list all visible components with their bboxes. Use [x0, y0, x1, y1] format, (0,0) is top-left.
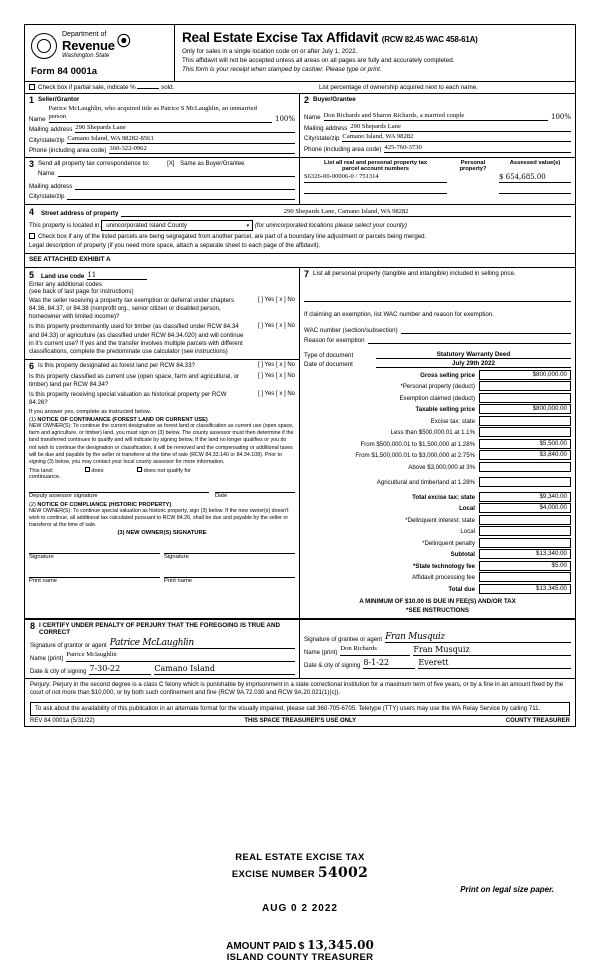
subtotal-label: Subtotal	[450, 551, 475, 559]
buyer-percent[interactable]: 100%	[550, 113, 571, 122]
swirl-icon: ⦿	[116, 33, 131, 49]
tier1-label: Less than $500,000.01 at 1.1%	[390, 429, 475, 437]
question-forest-yes[interactable]: [ ] Yes	[257, 361, 275, 368]
if-answered-note: If you answer yes, complete as instructed below.	[29, 409, 152, 416]
question-forest-land	[29, 362, 295, 371]
question-timber-no[interactable]: [ x ] No	[275, 323, 295, 330]
affidavit-fee-label: Affidavit processing fee	[412, 574, 475, 582]
question-historic-yes[interactable]: [ ] Yes	[257, 390, 275, 397]
total-excise-state-value[interactable]: $9,340.00	[479, 492, 571, 502]
notice1-title: NOTICE OF CONTINUANCE (FOREST LAND OR CURRENT USE)	[37, 417, 208, 424]
table-row	[304, 184, 571, 194]
grantor-print-label: Name (print)	[30, 655, 64, 662]
seller-citystatezip-label: City/state/zip	[29, 136, 65, 144]
seller-phone-value[interactable]: 360-322-0962	[109, 145, 295, 154]
stamp-title-2: EXCISE NUMBER	[231, 869, 315, 880]
total-due-value[interactable]: $13,345.00	[479, 584, 571, 594]
parcel-table-col-personal: Personal property?	[459, 160, 487, 173]
perjury-note: Perjury: Perjury in the second degree is a class C felony which is punishable by imprisonment in a state correctional institution for a maximum term of five years, or by a fine in an amount fixed by the court of not more than $10,000, or by both such confinement and fine (RCW 9A.72.030 and RCW 9A.20.021(1)(c)).	[25, 678, 575, 700]
tier3-value[interactable]: $3,840.00	[479, 450, 571, 460]
reason-exemption-label: Reason for exemption	[304, 337, 365, 345]
buyer-heading: Buyer/Grantee	[313, 96, 356, 104]
state-tech-fee-label: *State technology fee	[413, 562, 475, 570]
grantor-signature-value[interactable]: Patrice McLaughlin	[110, 638, 295, 649]
personal-property-deduct-value[interactable]	[479, 381, 571, 391]
question-historic	[29, 391, 295, 407]
gross-selling-price-label: Gross selling price	[420, 371, 475, 379]
grantee-sign-block	[300, 620, 575, 678]
gross-selling-price-value[interactable]: $800,000.00	[479, 370, 571, 380]
seller-heading: Seller/Grantor	[38, 96, 80, 104]
question-historic-text: Is this property receiving special valuation as historical property per RCW 84.26?	[29, 390, 227, 407]
grantee-signature-label: Signature of grantee or agent	[304, 636, 383, 643]
section-6-number: 6	[29, 360, 35, 371]
deputy-assessor-signature-label: Deputy assessor signature	[29, 493, 98, 499]
page-title-sub: (RCW 82.45 WAC 458-61A)	[381, 35, 478, 44]
partial-sale-right-note: List percentage of ownership acquired next to each name.	[319, 84, 478, 92]
grantee-print-alt[interactable]: Fran Musquiz	[413, 645, 571, 656]
legal-description-text: Legal description of property (if you need more space, attach a separate sheet to each page of the affidavit).	[29, 241, 321, 249]
seller-mailing-value[interactable]: 290 Shepards Lane	[75, 124, 295, 133]
personal-property-deduct-label: *Personal property (deduct)	[400, 383, 475, 391]
exemption-claim-note: If claiming an exemption, list WAC number and reason for exemption.	[304, 311, 494, 319]
section-3-heading: Send all property tax correspondence to:	[38, 160, 150, 168]
grantor-date-value[interactable]: 7-30-22	[89, 664, 151, 675]
header-note-line3: This form is your receipt when stamped by cashier. Please type or print.	[182, 66, 382, 74]
county-treasurer-label: COUNTY TREASURER	[505, 718, 570, 724]
sec3-mailing-value[interactable]	[75, 181, 295, 190]
continuance-label: continuance.	[29, 474, 61, 480]
excise-number-value: 54002	[317, 865, 369, 881]
agency-block	[25, 25, 175, 81]
chevron-down-icon: ▾	[246, 223, 250, 230]
ag-timber-value[interactable]	[479, 477, 571, 487]
notice3-title: (3) NEW OWNER(S) SIGNATURE	[117, 530, 207, 537]
does-not-qualify-label: does not qualify for	[143, 468, 191, 474]
partial-sale-row	[25, 82, 575, 94]
personal-property-input[interactable]	[304, 291, 571, 302]
question-current-use	[29, 373, 295, 389]
ag-timber-label: Agricultural and timberland at 1.28%	[376, 478, 475, 486]
page-title	[182, 30, 569, 45]
partial-sale-percent[interactable]	[137, 88, 159, 89]
header-note-line2: This affidavit will not be accepted unless all areas on all pages are fully and accurately completed.	[182, 57, 455, 65]
buyer-block	[300, 94, 575, 157]
stamp-title-1: REAL ESTATE EXCISE TAX	[235, 852, 365, 863]
total-excise-state-label: Total excise tax: state	[412, 493, 475, 501]
grantor-city-value[interactable]: Camano Island	[154, 664, 295, 675]
subtotal-value[interactable]: $13,340.00	[479, 549, 571, 559]
taxable-selling-price-label: Taxable selling price	[415, 406, 475, 414]
doc-date-value[interactable]: July 29th 2022	[376, 360, 571, 368]
tier3-label: From $1,500,000.01 to $3,000,000 at 2.75%	[355, 452, 475, 460]
new-owner-print-1[interactable]	[29, 567, 160, 578]
question-current-use-no[interactable]: [ x ] No	[275, 372, 295, 379]
delinq-penalty-label: *Delinquent penalty	[422, 539, 475, 547]
section-3	[25, 158, 575, 205]
section-5-6-column	[25, 268, 300, 618]
seller-buyer-section	[25, 94, 575, 158]
treasurer-stamp	[24, 852, 576, 963]
total-excise-local-value[interactable]: $4,000.00	[479, 503, 571, 513]
parcel-number-value[interactable]: S6326-00-00006-0 / 751314	[304, 173, 447, 183]
this-land-label: This land:	[29, 468, 54, 474]
notice2-number: (2)	[29, 502, 36, 508]
same-as-buyer-label: Same as Buyer/Grantee	[180, 161, 245, 168]
grantor-signature-label: Signature of grantor or agent	[30, 642, 107, 649]
question-current-use-text: Is this property classified as current use (open space, farm and agricultural, or timber) land per RCW 84.34?	[29, 372, 239, 388]
sec3-name-label: Name	[38, 170, 55, 178]
doc-type-value[interactable]: Statutory Warranty Deed	[376, 351, 571, 359]
excise-tax-state-value[interactable]	[479, 416, 571, 426]
seller-block	[25, 94, 300, 157]
grantee-print-label: Name (print)	[304, 649, 338, 656]
sec3-name-value[interactable]	[58, 168, 295, 177]
state-tech-fee-value[interactable]: $5.00	[479, 561, 571, 571]
new-owner-sig-label-2: Signature	[164, 554, 189, 561]
doc-type-label: Type of document	[304, 352, 354, 360]
section-8-number: 8	[30, 620, 36, 631]
delinq-interest-state-label: *Delinquent interest: state	[405, 516, 475, 524]
new-owner-signature-2[interactable]	[164, 543, 295, 554]
land-use-code-value[interactable]: 11	[87, 271, 147, 280]
doc-date-label: Date of document	[304, 361, 353, 369]
exemption-claimed-label: Exemption claimed (deduct)	[399, 394, 475, 402]
located-in-label: This property is located in	[29, 222, 100, 230]
new-owner-sig-label-1: Signature	[29, 554, 54, 561]
print-note: Print on legal size paper.	[460, 885, 554, 894]
parcel-table-heading: List all real and personal property tax	[323, 160, 428, 167]
dor-seal-icon	[31, 33, 57, 59]
buyer-name-value[interactable]: Don Richards and Sharon Richards, a married couple	[324, 112, 548, 121]
notice2-title: NOTICE OF COMPLIANCE (HISTORIC PROPERTY)	[37, 502, 172, 508]
minimum-note-1: A MINIMUM OF $10.00 IS DUE IN FEE(S) AND/OR TAX	[359, 597, 516, 605]
amount-paid-label: AMOUNT PAID $	[226, 941, 305, 952]
total-due-label: Total due	[448, 585, 475, 593]
grantee-print-value[interactable]: Don Richards	[340, 645, 410, 656]
seller-citystatezip-value[interactable]: Camano Island, WA 98282-8561	[67, 135, 295, 144]
parcel-number-value-2[interactable]	[304, 184, 447, 194]
partial-sale-label: Check box if partial sale, indicate %	[38, 84, 136, 92]
notice1-number: (1)	[29, 417, 36, 424]
new-owner-print-label-2: Print name	[164, 578, 193, 585]
tier1-value[interactable]	[479, 427, 571, 437]
minimum-note-2: *SEE INSTRUCTIONS	[406, 607, 469, 615]
land-use-code-label: Land use code	[41, 273, 85, 281]
county-select-value: unincorporated Island County	[106, 222, 188, 230]
question-exemption-yes[interactable]: [ ] Yes	[257, 297, 275, 304]
buyer-mailing-value[interactable]: 290 Shepards Lane	[350, 123, 571, 132]
new-owner-print-2[interactable]	[164, 567, 295, 578]
excise-tax-affidavit-form	[24, 24, 576, 727]
assessed-value[interactable]: $ 654,685.00	[499, 173, 571, 183]
section-7-number: 7	[304, 269, 310, 280]
question-timber	[29, 323, 295, 355]
section-2-number: 2	[304, 95, 310, 106]
grantee-signature-value[interactable]: Fran Musquiz	[385, 632, 571, 643]
question-current-use-yes[interactable]: [ ] Yes	[257, 372, 275, 379]
certification-text: I CERTIFY UNDER PENALTY OF PERJURY THAT THE FOREGOING IS TRUE AND CORRECT	[39, 621, 281, 636]
buyer-name-label: Name	[304, 114, 321, 122]
excise-tax-state-label: Excise tax: state	[430, 417, 475, 425]
parcel-table-col-assessed: Assessed value(s)	[509, 160, 561, 167]
segregation-checkbox[interactable]	[29, 233, 35, 239]
question-exemption-text: Was the seller receiving a property tax exemption or deferral under chapters 84.36, 84.37, or 84.38 (nonprofit org., senior citizen or disabled person, homeowner with limited income)?	[29, 297, 235, 321]
section-7-column	[300, 268, 575, 618]
seller-name-label: Name	[29, 115, 46, 123]
dept-label: Department of	[62, 31, 107, 38]
parcel-table-col-parcel: parcel account numbers	[341, 166, 409, 173]
delinq-interest-state-value[interactable]	[479, 515, 571, 525]
land-use-sub2: (see back of last page for instructions)	[29, 288, 134, 296]
deputy-assessor-signature-input[interactable]	[29, 484, 209, 493]
assessor-date-input[interactable]	[215, 484, 295, 493]
tier2-label: From $500,000.01 to $1,500,000 at 1.28%	[360, 440, 475, 448]
does-qualify-label: does	[91, 468, 104, 474]
rev-number: REV 84 0001a (5/31/22)	[30, 718, 95, 724]
title-block	[175, 25, 575, 81]
treasurer-space-label: THIS SPACE TREASURER'S USE ONLY	[244, 718, 357, 724]
question-forest-no[interactable]: [ x ] No	[275, 361, 295, 368]
question-exemption	[29, 297, 295, 321]
question-historic-no[interactable]: [ x ] No	[275, 390, 295, 397]
reason-exemption-input[interactable]	[368, 335, 571, 344]
street-address-value[interactable]: 290 Shepards Lane, Camano Island, WA 98282	[121, 208, 571, 217]
total-excise-local-label: Local	[459, 505, 475, 513]
form-header	[25, 25, 575, 82]
seller-mailing-label: Mailing address	[29, 126, 73, 134]
tax-correspondence-block	[25, 158, 300, 204]
island-county-treasurer: ISLAND COUNTY TREASURER	[226, 952, 374, 963]
buyer-citystatezip-value[interactable]: Camano Island, WA 98282	[342, 133, 571, 142]
sec3-citystatezip-label: City/state/zip	[29, 193, 65, 201]
amount-paid-value: 13,345.00	[307, 938, 374, 952]
main-body	[25, 268, 575, 619]
section-3-number: 3	[29, 159, 35, 170]
partial-sale-checkbox[interactable]	[29, 84, 35, 90]
same-as-buyer-checkbox[interactable]: [X]	[167, 161, 175, 168]
tier4-label: Above $3,000,000 at 3%	[408, 463, 475, 471]
grantee-date-value[interactable]: 8-1-22	[363, 658, 415, 669]
stamp-date: AUG 0 2 2022	[262, 903, 338, 914]
affidavit-fee-value[interactable]	[479, 572, 571, 582]
revenue-label: Revenue	[62, 37, 115, 53]
grantor-sign-block	[25, 620, 300, 678]
buyer-mailing-label: Mailing address	[304, 124, 348, 132]
new-owner-print-label-1: Print name	[29, 578, 58, 585]
sec3-citystatezip-value[interactable]	[67, 191, 295, 200]
delinq-interest-local-value[interactable]	[479, 526, 571, 536]
assessor-date-label: Date	[215, 493, 228, 499]
buyer-citystatezip-label: City/state/zip	[304, 135, 340, 143]
wac-number-label: WAC number (section/subsection)	[304, 327, 398, 335]
seller-percent[interactable]: 100%	[274, 114, 295, 123]
land-use-sub1: Enter any additional codes	[29, 281, 102, 289]
grantor-print-value[interactable]: Patrice Mclaughlin	[66, 651, 295, 662]
notice2-body: NEW OWNER(S): To continue special valuation as historic property, sign (3) below. If the new owner(s) doesn't wish to continue, all additional tax calculated pursuant to RCW 84.26, shall be due and payable by the seller or transferor at the time of sale.	[29, 508, 289, 529]
section-4-heading: Street address of property	[41, 210, 119, 218]
parcel-table-block	[300, 158, 575, 204]
tier4-value[interactable]	[479, 462, 571, 472]
buyer-phone-label: Phone (including area code)	[304, 145, 382, 153]
sec3-mailing-label: Mailing address	[29, 183, 73, 191]
header-note-line1: Only for sales in a single location code on or after July 1, 2022.	[182, 48, 358, 55]
delinq-penalty-value[interactable]	[479, 538, 571, 548]
header-note	[182, 47, 569, 74]
located-in-hint: (for unincorporated locations please select your county)	[254, 222, 407, 230]
new-owner-signature-1[interactable]	[29, 543, 160, 554]
notice1-body: NEW OWNER(S): To continue the current designation as forest land or classification as current use (open space, farm and agriculture, or timber) land, you must sign on (3) below. The county assessor must then determine if the land transferred continues to qualify and will indicate by signing below. If the land no longer qualifies or you do not wish to continue the designation or classification, it will be removed and the compensating or additional taxes will be due and payable by the seller or transferor at the time of sale (RCW 84.33.140 or 84.34.108). Prior to signing (3) below, you may contact your local county assessor for more information.	[29, 423, 294, 465]
tier2-value[interactable]: $5,500.00	[479, 439, 571, 449]
legal-description-value[interactable]: SEE ATTACHED EXHIBIT A	[25, 254, 575, 268]
question-timber-yes[interactable]: [ ] Yes	[257, 323, 275, 330]
delinq-interest-local-label: Local	[460, 528, 475, 536]
county-select[interactable]	[101, 220, 253, 231]
section-4-number: 4	[29, 207, 35, 218]
taxable-selling-price-value[interactable]: $800,000.00	[479, 404, 571, 414]
question-exemption-no[interactable]: [ x ] No	[275, 297, 295, 304]
page-title-text: Real Estate Excise Tax Affidavit	[182, 30, 379, 45]
section-7-heading: List all personal property (tangible and intangible) included in selling price.	[313, 270, 516, 278]
segregation-text: Check box if any of the listed parcels are being segregated from another parcel, are part of a boundary line adjustment or parcels being merged.	[38, 233, 427, 241]
grantee-city-value[interactable]: Everett	[418, 658, 571, 669]
question-timber-text: Is this property predominantly used for timber (as classified under RCW 84.34 and 84.33) or agriculture (as classified under RCW 84.34.020) and will continue in it's current use? If yes and the transfer involves multiple parcels with different classifications, complete the predominate use calculator (see instructions)	[29, 323, 244, 355]
seller-phone-label: Phone (including area code)	[29, 147, 107, 155]
buyer-phone-value[interactable]: 425-760-3730	[384, 144, 571, 153]
table-row	[304, 173, 571, 183]
does-not-qualify-checkbox[interactable]	[137, 467, 142, 472]
assessed-value-2[interactable]	[499, 184, 571, 194]
section-4	[25, 205, 575, 254]
does-qualify-checkbox[interactable]	[85, 467, 90, 472]
form-number: Form 84 0001a	[31, 66, 98, 78]
exemption-claimed-value[interactable]	[479, 393, 571, 403]
relay-note: To ask about the availability of this publication in an alternate format for the visually impaired, please call 360-705-6705. Teletype (TTY) users may use the WA Relay Service by calling 711.	[30, 702, 570, 716]
wac-number-input[interactable]	[401, 325, 571, 334]
section-8	[25, 619, 575, 678]
grantee-date-label: Date & city of signing	[304, 662, 361, 669]
partial-sale-sold: sold.	[161, 84, 175, 92]
section-1-number: 1	[29, 95, 35, 106]
state-label: Washington State	[62, 53, 110, 60]
question-forest-land-text: Is this property designated as forest land per RCW 84.33?	[38, 361, 195, 369]
section-5-number: 5	[29, 270, 35, 281]
grantor-date-label: Date & city of signing	[30, 668, 87, 675]
seller-name-value[interactable]: Patrice McLaughlin, who acquired title as Patrice S McLaughlin, an unmarried person	[49, 105, 272, 122]
